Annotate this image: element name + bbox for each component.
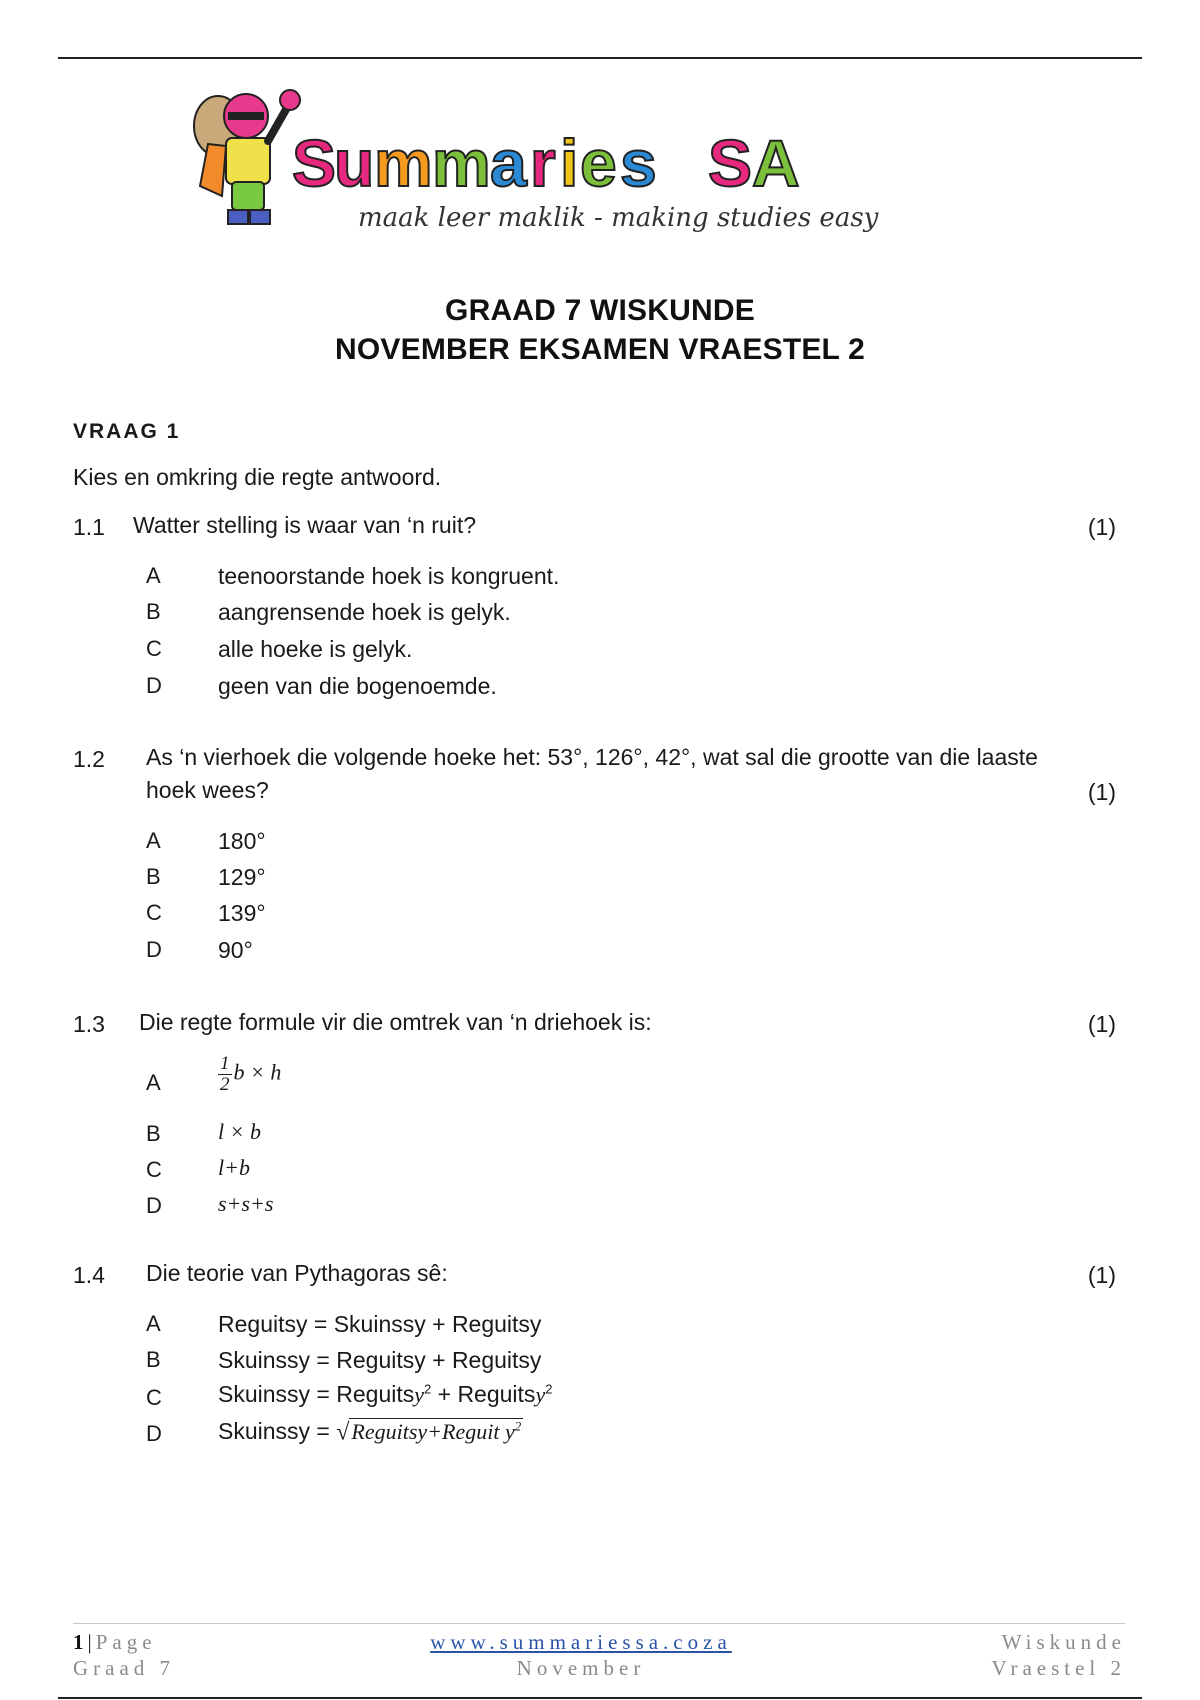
option-formula: l × b [218,1119,261,1144]
option-text: 129° [218,864,266,890]
formula-text: b × h [233,1059,282,1085]
document-subtitle: NOVEMBER EKSAMEN VRAESTEL 2 [335,333,865,366]
svg-text:m: m [374,126,433,200]
option-letter: D [146,937,162,962]
svg-text:e: e [580,126,617,200]
exponent: 2 [545,1381,553,1397]
option-letter: B [146,1121,161,1146]
document-title: GRAAD 7 WISKUNDE [445,294,755,327]
option-letter: D [146,1193,162,1218]
option-text: alle hoeke is gelyk. [218,636,413,662]
radicand [349,1418,523,1444]
question-marks: (1) [1087,514,1116,540]
question-number: 1.4 [73,1262,105,1288]
svg-text:a: a [490,126,527,200]
question-text-continued: hoek wees? [146,777,269,803]
option-text [218,1381,552,1408]
option-letter: A [146,563,161,588]
logo-graphic [188,86,1018,246]
option-letter: A [146,1311,161,1336]
option-letter: B [146,599,161,624]
svg-text:S: S [292,126,337,200]
question-number: 1.1 [73,514,105,540]
section-instruction: Kies en omkring die regte antwoord. [73,464,442,490]
option-letter: A [146,828,161,853]
svg-text:i: i [560,126,579,200]
option-formula: l+b [218,1155,250,1180]
option-text: 139° [218,900,266,926]
option-formula [218,1054,281,1095]
option-letter: D [146,673,162,698]
summaries-sa-logo [188,86,1018,246]
question-marks: (1) [1087,1011,1116,1037]
exponent: 2 [514,1418,522,1434]
option-letter: D [146,1421,162,1446]
question-marks: (1) [1087,1262,1116,1288]
footer-rule [73,1623,1125,1624]
svg-text:m: m [432,126,491,200]
radicand-text: Reguitsy+Reguit y [351,1419,515,1444]
option-text: geen van die bogenoemde. [218,673,497,699]
option-formula: s+s+s [218,1191,274,1216]
mascot-icon [194,90,300,224]
page-label: Page [95,1630,157,1654]
option-text: Reguitsy = Skuinssy + Reguitsy [218,1311,542,1337]
footer-subject: Wiskunde [1001,1630,1126,1654]
question-text: Die regte formule vir die omtrek van ‘n driehoek is: [139,1009,652,1035]
svg-text:u: u [334,126,375,200]
option-letter: A [146,1070,161,1095]
fraction [218,1054,232,1095]
option-letter: C [146,900,162,925]
svg-text:s: s [620,126,657,200]
footer-paper: Vraestel 2 [991,1656,1126,1680]
option-letter: C [146,1157,162,1182]
footer-separator: | [87,1630,92,1654]
question-number: 1.3 [73,1011,105,1037]
option-text: 90° [218,937,253,963]
option-text-part: Skuinssy = [218,1418,337,1444]
option-text-part: Skuinssy = Reguits [218,1381,415,1407]
option-letter: B [146,1347,161,1372]
section-heading: VRAAG 1 [73,420,181,443]
footer-grade: Graad 7 [73,1656,176,1680]
option-letter: C [146,636,162,661]
footer-website-wrap [0,1630,1162,1655]
bottom-rule [58,1697,1142,1699]
option-text-part: + Reguits [431,1381,536,1407]
option-text: 180° [218,828,266,854]
footer-website-link[interactable]: www.summariessa.coza [430,1630,732,1654]
option-letter: B [146,864,161,889]
square-root [336,1419,523,1446]
page-number: 1 [73,1630,84,1654]
top-rule [58,57,1142,59]
svg-text:r: r [530,126,556,200]
option-letter: C [146,1385,162,1410]
option-text: aangrensende hoek is gelyk. [218,599,511,625]
question-text: Die teorie van Pythagoras sê: [146,1260,448,1286]
question-text: Watter stelling is waar van ‘n ruit? [133,512,477,538]
exponent: 2 [424,1381,432,1397]
footer-month: November [516,1656,646,1680]
question-text: As ‘n vierhoek die volgende hoeke het: 53°, 126°, 42°, wat sal die grootte van die laaste [146,744,1038,770]
fraction-numerator: 1 [220,1053,230,1074]
radical-sign-icon: √ [336,1419,350,1445]
fraction-denominator: 2 [220,1074,230,1095]
option-text [218,1418,523,1446]
math-variable: y [414,1382,424,1407]
svg-text:S: S [708,126,753,200]
option-text: teenoorstande hoek is kongruent. [218,563,560,589]
question-marks: (1) [1087,779,1116,805]
option-text: Skuinssy = Reguitsy + Reguitsy [218,1347,542,1373]
math-variable: y [535,1382,546,1407]
question-number: 1.2 [73,746,105,772]
logo-tagline: maak leer maklik - making studies easy [358,203,879,233]
svg-text:A: A [752,126,800,200]
